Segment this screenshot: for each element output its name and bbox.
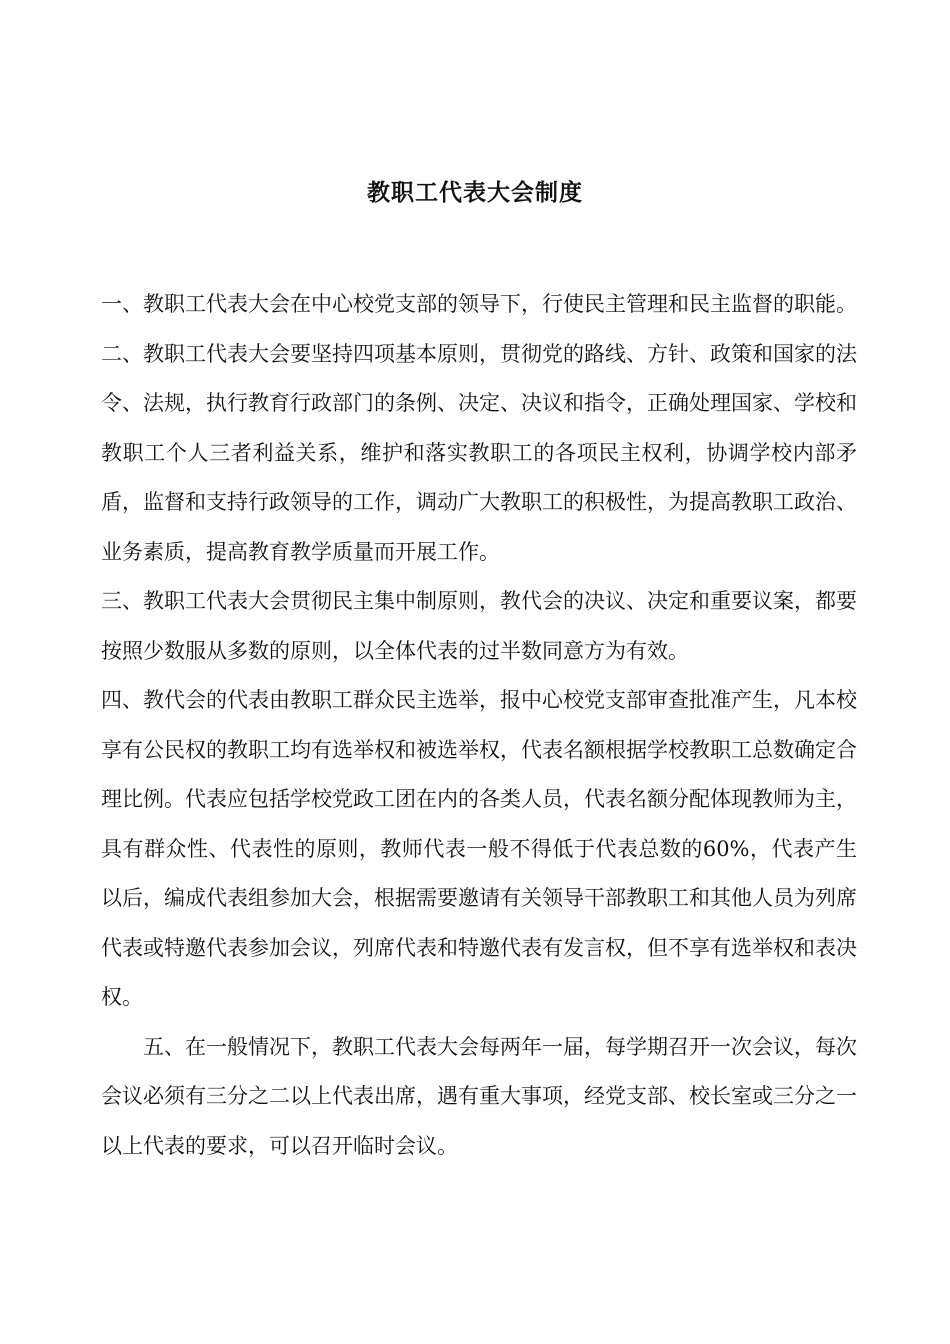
paragraph-5: 五、在一般情况下，教职工代表大会每两年一届，每学期召开一次会议，每次会议必须有三分之二以上代表出席，遇有重大事项，经党支部、校长室或三分之一以上代表的要求，可以召开临时会议。 bbox=[101, 1034, 857, 1158]
paragraph-1: 一、教职工代表大会在中心校党支部的领导下，行使民主管理和民主监督的职能。 bbox=[101, 292, 857, 316]
document-body bbox=[101, 280, 857, 1171]
paragraph-3: 三、教职工代表大会贯彻民主集中制原则，教代会的决议、决定和重要议案，都要按照少数服从多数的原则，以全体代表的过半数同意方为有效。 bbox=[101, 589, 857, 663]
paragraph-2: 二、教职工代表大会要坚持四项基本原则，贯彻党的路线、方针、政策和国家的法令、法规，执行教育行政部门的条例、决定、决议和指令，正确处理国家、学校和教职工个人三者利益关系，维护和落实教职工的各项民主权利，协调学校内部矛盾，监督和支持行政领导的工作，调动广大教职工的积极性，为提高教职工政治、业务素质，提高教育教学质量而开展工作。 bbox=[101, 341, 857, 564]
document-title: 教职工代表大会制度 bbox=[367, 180, 583, 206]
paragraph-4: 四、教代会的代表由教职工群众民主选举，报中心校党支部审查批准产生，凡本校享有公民权的教职工均有选举权和被选举权，代表名额根据学校教职工总数确定合理比例。代表应包括学校党政工团在内的各类人员，代表名额分配体现教师为主，具有群众性、代表性的原则，教师代表一般不得低于代表总数的60%，代表产生以后，编成代表组参加大会，根据需要邀请有关领导干部教职工和其他人员为列席代表或特邀代表参加会议，列席代表和特邀代表有发言权，但不享有选举权和表决权。 bbox=[101, 688, 857, 1009]
